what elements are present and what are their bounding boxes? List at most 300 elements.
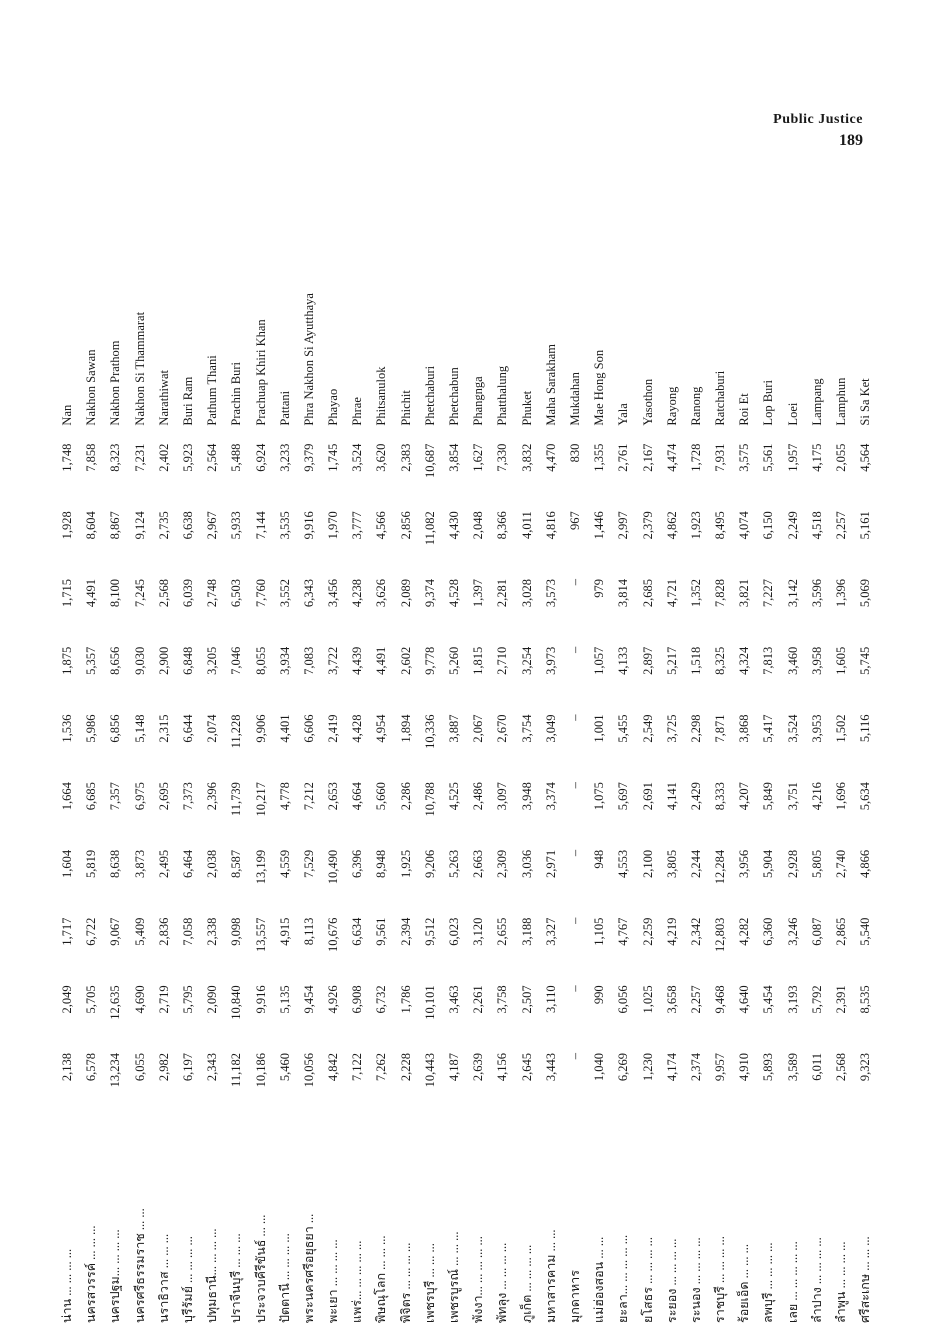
table-cell-value: 4,528 (447, 579, 461, 608)
table-row (781, 175, 805, 1325)
province-name-english: Nakhon Si Thammarat (132, 311, 147, 426)
province-name-thai: มุกดาหาร (567, 1270, 582, 1323)
table-cell-value: 3,142 (785, 579, 800, 608)
table-cell-value: 3,814 (616, 579, 631, 608)
table-row (418, 175, 442, 1325)
province-name-english: Phayao (326, 388, 341, 426)
province-name-english: Phetchaburi (422, 365, 437, 426)
table-cell-value: 7,122 (350, 1053, 365, 1082)
province-name-english: Lop Buri (761, 380, 776, 426)
table-cell-value: 4,219 (664, 917, 679, 946)
table-cell-value: 2,653 (326, 782, 341, 811)
table-cell-value: 4,439 (350, 646, 365, 675)
table-cell-value: 1,957 (785, 443, 800, 472)
table-row (176, 175, 200, 1325)
table-cell-value: 2,257 (834, 511, 848, 540)
province-name-english: Yala (616, 403, 631, 426)
table-cell-value: 2,048 (471, 511, 486, 540)
table-cell-value: 9,916 (253, 985, 268, 1014)
province-name-thai: ประจวบคีรีขันธ์ ... ... (253, 1214, 268, 1323)
province-name-thai: นครศรีธรรมราช ... ... (132, 1208, 147, 1323)
table-cell-value: 2,639 (471, 1053, 486, 1082)
province-name-english: Lamphun (834, 377, 848, 426)
table-cell-value: 6,975 (132, 782, 147, 811)
table-cell-value: 1,664 (60, 782, 74, 811)
table-cell-value: 9,379 (301, 443, 316, 472)
table-cell-value: 4,474 (664, 443, 679, 472)
table-cell-value: 1,925 (398, 849, 413, 878)
table-cell-value: 5,488 (229, 443, 244, 472)
table-cell-value: 3,460 (785, 646, 800, 675)
province-name-thai: นครปฐม... ... ... ... (108, 1229, 123, 1323)
table-cell-value: 9,206 (422, 849, 437, 878)
table-cell-value: 2,167 (640, 443, 655, 472)
table-cell-value: 6,150 (761, 511, 776, 540)
table-cell-value: 2,379 (640, 511, 655, 540)
table-cell-value: 10,336 (422, 714, 437, 749)
table-cell-value: 8,867 (108, 511, 123, 540)
table-cell-value: 4,862 (664, 511, 679, 540)
province-name-english: Narathiwat (156, 370, 171, 426)
table-cell-value: 3,120 (471, 917, 486, 946)
table-cell-value: 7,231 (132, 443, 147, 472)
province-name-thai: พะเยา ... ... ... ... (326, 1239, 341, 1323)
table-cell-value: 4,566 (374, 511, 389, 540)
table-cell-value: 2,100 (640, 849, 655, 878)
table-cell-value: 3,205 (205, 646, 220, 675)
table-row (79, 175, 103, 1325)
table-cell-value: 2,695 (156, 782, 171, 811)
province-name-english: Rayong (664, 386, 679, 426)
table-cell-value: 6,360 (761, 917, 776, 946)
table-cell-value: 1,230 (640, 1053, 655, 1082)
table-cell-value: 2,900 (156, 646, 171, 675)
table-cell-value: 6,503 (229, 579, 244, 608)
table-cell-value: 2,343 (205, 1053, 220, 1082)
table-cell-value: 2,309 (495, 849, 510, 878)
table-cell-value: – (567, 1053, 582, 1060)
table-cell-value: 3,953 (809, 714, 824, 743)
table-cell-value: 6,722 (84, 917, 99, 946)
province-name-english: Phichit (398, 390, 413, 426)
province-name-english: Lampang (809, 378, 824, 426)
table-cell-value: 2,997 (616, 511, 631, 540)
province-name-english: Ratchaburi (713, 370, 728, 426)
table-cell-value: 2,856 (398, 511, 413, 540)
table-cell-value: 5,409 (132, 917, 147, 946)
table-cell-value: 4,175 (809, 443, 824, 472)
table-cell-value: 4,664 (350, 782, 365, 811)
table-cell-value: 4,174 (664, 1053, 679, 1082)
table-cell-value: 2,735 (156, 511, 171, 540)
province-name-english: Roi Et (737, 393, 752, 426)
table-cell-value: 1,001 (592, 714, 607, 743)
table-cell-value: 6,056 (616, 985, 631, 1014)
table-cell-value: 3,110 (543, 985, 558, 1013)
table-cell-value: 7,083 (301, 646, 316, 675)
table-cell-value: 1,605 (834, 646, 848, 675)
table-cell-value: 9,124 (132, 511, 147, 540)
table-cell-value: 2,419 (326, 714, 341, 743)
table-cell-value: 5,904 (761, 849, 776, 878)
statistics-table-frame (55, 175, 875, 1325)
table-cell-value: 8,587 (229, 849, 244, 878)
table-cell-value: 4,553 (616, 849, 631, 878)
table-cell-value: 4,491 (374, 646, 389, 675)
table-cell-value: 1,928 (60, 511, 74, 540)
table-cell-value: 2,315 (156, 714, 171, 743)
table-cell-value: 1,970 (326, 511, 341, 540)
table-cell-value: 3,327 (543, 917, 558, 946)
table-cell-value: 2,338 (205, 917, 220, 946)
table-cell-value: 5,148 (132, 714, 147, 743)
table-cell-value: – (567, 985, 582, 992)
table-cell-value: 7,828 (713, 579, 728, 608)
table-cell-value: – (567, 782, 582, 789)
table-cell-value: 2,259 (640, 917, 655, 946)
table-cell-value: 4,074 (737, 511, 752, 540)
province-name-thai: นครสวรรค์ ... ... ... (84, 1225, 99, 1323)
table-cell-value: 8,366 (495, 511, 510, 540)
table-cell-value: 3,620 (374, 443, 389, 472)
province-name-english: Phuket (519, 390, 534, 426)
table-cell-value: 3,535 (277, 511, 292, 540)
table-cell-value: 7,058 (180, 917, 195, 946)
table-cell-value: 6,685 (84, 782, 99, 811)
table-cell-value: 8,055 (253, 646, 268, 675)
table-cell-value: 8,495 (713, 511, 728, 540)
province-name-english: Nan (60, 404, 74, 426)
table-cell-value: 4,816 (543, 511, 558, 540)
table-cell-value: 2,507 (519, 985, 534, 1014)
table-row (805, 175, 829, 1325)
table-cell-value: 2,670 (495, 714, 510, 743)
table-cell-value: 830 (567, 443, 582, 463)
table-row (345, 175, 369, 1325)
table-cell-value: 1,025 (640, 985, 655, 1014)
table-cell-value: 3,573 (543, 579, 558, 608)
province-name-english: Prachin Buri (229, 362, 244, 426)
table-cell-value: 5,540 (858, 917, 873, 946)
table-cell-value: 4,525 (447, 782, 461, 811)
table-cell-value: 6,039 (180, 579, 195, 608)
table-cell-value: 1,518 (688, 646, 703, 675)
table-cell-value: 5,135 (277, 985, 292, 1014)
table-cell-value: 2,383 (398, 443, 413, 472)
province-name-english: Loei (785, 402, 800, 426)
table-row (273, 175, 297, 1325)
table-cell-value: 8,604 (84, 511, 99, 540)
table-cell-value: 9,454 (301, 985, 316, 1014)
table-cell-value: 2,748 (205, 579, 220, 608)
province-name-thai: แพร่... ... ... ... ... (350, 1240, 365, 1323)
province-name-thai: ร้อยเอ็ด ... ... ... (737, 1244, 752, 1323)
table-cell-value: 1,627 (471, 443, 486, 472)
table-cell-value: 3,589 (785, 1053, 800, 1082)
table-row (587, 175, 611, 1325)
table-cell-value: 6,343 (301, 579, 316, 608)
table-cell-value: 9,906 (253, 714, 268, 743)
table-cell-value: 7,931 (713, 443, 728, 472)
province-name-thai: พังงา... ... ... ... ... (471, 1236, 486, 1323)
table-cell-value: 5,705 (84, 985, 99, 1014)
table-cell-value: 3,524 (785, 714, 800, 743)
table-cell-value: 5,986 (84, 714, 99, 743)
table-cell-value: 7,330 (495, 443, 510, 472)
table-cell-value: 3,246 (785, 917, 800, 946)
table-cell-value: 3,751 (785, 782, 800, 811)
table-cell-value: 10,840 (229, 985, 244, 1020)
province-name-english: Phrae (350, 397, 365, 426)
province-name-english: Mukdahan (567, 372, 582, 426)
table-cell-value: 5,792 (809, 985, 824, 1014)
table-cell-value: 3,254 (519, 646, 534, 675)
table-cell-value: 2,342 (688, 917, 703, 946)
table-cell-value: 12,635 (108, 985, 123, 1020)
table-cell-value: 10,101 (422, 985, 437, 1020)
table-cell-value: 2,257 (688, 985, 703, 1014)
table-cell-value: 4,428 (350, 714, 365, 743)
table-cell-value: 6,908 (350, 985, 365, 1014)
table-cell-value: 9,323 (858, 1053, 873, 1082)
province-name-thai: ยโสธร ... ... ... ... (640, 1236, 655, 1323)
table-cell-value: 2,261 (471, 985, 486, 1014)
table-cell-value: 7,245 (132, 579, 147, 608)
table-row (103, 175, 127, 1325)
table-cell-value: 1,894 (398, 714, 413, 743)
table-cell-value: 2,602 (398, 646, 413, 675)
table-cell-value: 3,028 (519, 579, 534, 608)
table-cell-value: 4,401 (277, 714, 292, 743)
section-title: Public Justice (773, 112, 863, 127)
province-name-english: Phitsanulok (374, 366, 389, 426)
table-cell-value: 5,660 (374, 782, 389, 811)
table-cell-value: 7,357 (108, 782, 123, 811)
table-cell-value: – (567, 849, 582, 857)
table-cell-value: 3,973 (543, 646, 558, 675)
table-cell-value: 1,396 (834, 579, 848, 608)
table-cell-value: 6,269 (616, 1053, 631, 1082)
table-cell-value: 1,728 (688, 443, 703, 472)
table-cell-value: 12,284 (713, 849, 728, 885)
province-name-thai: ระนอง ... ... ... ... (688, 1237, 703, 1323)
table-cell-value: 9,468 (713, 985, 728, 1014)
table-row (660, 175, 684, 1325)
table-cell-value: 6,638 (180, 511, 195, 540)
table-cell-value: 5,460 (277, 1053, 292, 1082)
table-cell-value: 9,374 (422, 579, 437, 608)
table-cell-value: 7,144 (253, 511, 268, 540)
table-cell-value: 2,244 (688, 849, 703, 878)
table-cell-value: 7,871 (713, 714, 728, 743)
table-cell-value: 6,732 (374, 985, 389, 1014)
table-cell-value: 4,216 (809, 782, 824, 811)
table-cell-value: 3,443 (543, 1053, 558, 1082)
table-cell-value: 10,490 (326, 849, 341, 885)
province-name-thai: ยะลา... ... ... ... ... (616, 1234, 631, 1323)
table-cell-value: 5,933 (229, 511, 244, 540)
table-cell-value: 10,056 (301, 1053, 316, 1088)
table-cell-value: 1,786 (398, 985, 413, 1014)
table-cell-value: 7,529 (301, 849, 316, 878)
table-row (708, 175, 732, 1325)
table-cell-value: 3,188 (519, 917, 534, 946)
table-cell-value: 6,856 (108, 714, 123, 743)
table-cell-value: 4,910 (737, 1053, 752, 1082)
table-cell-value: 3,805 (664, 849, 679, 878)
statistics-table (55, 175, 875, 1325)
table-cell-value: 967 (567, 511, 582, 531)
table-cell-value: 8,948 (374, 849, 389, 878)
province-name-thai: ปราจีนบุรี ... ... ... (229, 1233, 244, 1323)
table-cell-value: 2,396 (205, 782, 220, 811)
table-cell-value: 9,098 (229, 917, 244, 946)
table-cell-value: 8,638 (108, 849, 123, 878)
table-cell-value: 6,848 (180, 646, 195, 675)
table-cell-value: 3,193 (785, 985, 800, 1014)
table-cell-value: 9,778 (422, 646, 437, 675)
table-cell-value: 3,456 (326, 579, 341, 608)
table-cell-value: 5,795 (180, 985, 195, 1014)
table-cell-value: 6,396 (350, 849, 365, 878)
province-name-english: Buri Ram (180, 376, 195, 426)
table-cell-value: – (567, 714, 582, 721)
province-name-thai: นราธิวาส ... ... ... (156, 1233, 171, 1323)
table-cell-value: 2,710 (495, 646, 510, 675)
table-cell-value: 7,212 (301, 782, 316, 811)
province-name-english: Phangnga (471, 376, 486, 426)
table-cell-value: – (567, 646, 582, 653)
province-name-thai: พระนครศรีอยุธยา ... (301, 1213, 316, 1323)
table-cell-value: 3,887 (447, 714, 461, 743)
page-number: 189 (839, 132, 863, 149)
table-cell-value: 12,803 (713, 917, 728, 952)
table-cell-value: 5,417 (761, 714, 776, 743)
province-name-thai: ระยอง ... ... ... ... (664, 1238, 679, 1323)
table-cell-value: 4,207 (737, 782, 752, 811)
table-cell-value: 2,281 (495, 579, 510, 608)
table-cell-value: 1,105 (592, 917, 607, 946)
table-cell-value: 948 (592, 849, 607, 869)
table-row (321, 175, 345, 1325)
table-cell-value: 13,557 (253, 917, 268, 952)
table-cell-value: 2,038 (205, 849, 220, 878)
table-cell-value: 3,463 (447, 985, 461, 1014)
table-cell-value: 2,740 (834, 849, 848, 878)
table-cell-value: 1,075 (592, 782, 607, 811)
table-cell-value: 3,854 (447, 443, 461, 472)
province-name-english: Prachuap Khiri Khan (253, 319, 268, 426)
table-cell-value: 5,357 (84, 646, 99, 675)
table-cell-value: 5,263 (447, 849, 461, 878)
table-cell-value: 1,717 (60, 917, 74, 946)
province-name-thai: น่าน ... ... ... ... (60, 1248, 74, 1323)
table-cell-value: 5,819 (84, 849, 99, 878)
table-cell-value: 2,645 (519, 1053, 534, 1082)
table-cell-value: 10,186 (253, 1053, 268, 1088)
province-name-english: Phetchabun (447, 367, 461, 426)
table-cell-value: 3,722 (326, 646, 341, 675)
table-cell-value: 3,049 (543, 714, 558, 743)
table-cell-value: 1,748 (60, 443, 74, 472)
table-cell-value: 9,030 (132, 646, 147, 675)
province-name-english: Maha Sarakham (543, 343, 558, 426)
table-cell-value: 1,040 (592, 1053, 607, 1082)
table-cell-value: 3,873 (132, 849, 147, 878)
table-row (128, 175, 152, 1325)
table-cell-value: 4,926 (326, 985, 341, 1014)
province-name-english: Mae Hong Son (592, 349, 607, 426)
table-row (732, 175, 756, 1325)
province-name-english: Ranong (688, 386, 703, 426)
table-row (394, 175, 418, 1325)
table-cell-value: 10,443 (422, 1053, 437, 1088)
table-cell-value: 1,057 (592, 646, 607, 675)
table-cell-value: 1,502 (834, 714, 848, 743)
table-cell-value: – (567, 917, 582, 924)
table-cell-value: 9,957 (713, 1053, 728, 1082)
province-name-thai: พัทลุง ... ... ... ... (495, 1242, 510, 1323)
table-cell-value: 6,197 (180, 1053, 195, 1082)
table-cell-value: 2,090 (205, 985, 220, 1014)
table-cell-value: 2,685 (640, 579, 655, 608)
table-cell-value: 3,758 (495, 985, 510, 1014)
table-cell-value: 3,524 (350, 443, 365, 472)
province-name-thai: ปัตตานี ... ... ... ... (277, 1233, 292, 1323)
table-cell-value: 3,658 (664, 985, 679, 1014)
table-cell-value: 3,934 (277, 646, 292, 675)
table-cell-value: 2,836 (156, 917, 171, 946)
table-cell-value: 7,262 (374, 1053, 389, 1082)
table-row (853, 175, 877, 1325)
table-cell-value: 2,564 (205, 443, 220, 472)
table-cell-value: 5,561 (761, 443, 776, 472)
table-cell-value: 4,721 (664, 579, 679, 608)
table-cell-value: 1,446 (592, 511, 607, 540)
table-row (152, 175, 176, 1325)
table-cell-value: 3,868 (737, 714, 752, 743)
table-cell-value: 3,948 (519, 782, 534, 811)
table-cell-value: 7,373 (180, 782, 195, 811)
table-cell-value: 1,875 (60, 646, 74, 675)
province-name-thai: ปทุมธานี... ... ... ... (205, 1228, 220, 1323)
table-cell-value: 4,915 (277, 917, 292, 946)
table-row (200, 175, 224, 1325)
table-cell-value: 3,725 (664, 714, 679, 743)
province-name-thai: ราชบุรี ... ... ... ... (713, 1236, 728, 1323)
province-name-english: Phatthalung (495, 365, 510, 426)
table-cell-value: 10,687 (422, 443, 437, 478)
table-cell-value: 4,954 (374, 714, 389, 743)
table-cell-value: 3,832 (519, 443, 534, 472)
table-cell-value: 2,089 (398, 579, 413, 608)
table-cell-value: 3,233 (277, 443, 292, 472)
table-cell-value: 5,454 (761, 985, 776, 1014)
table-cell-value: 11,182 (229, 1053, 244, 1087)
table-cell-value: 1,352 (688, 579, 703, 608)
table-cell-value: 2,691 (640, 782, 655, 811)
table-row (249, 175, 273, 1325)
province-name-thai: เพชรบูรณ์ ... ... ... (447, 1231, 461, 1323)
table-cell-value: 4,011 (519, 511, 534, 539)
table-cell-value: 2,495 (156, 849, 171, 878)
table-cell-value: 2,228 (398, 1053, 413, 1082)
province-name-thai: ลพบุรี ... ... ... ... (761, 1242, 776, 1323)
table-cell-value: 5,260 (447, 646, 461, 675)
table-cell-value: 4,430 (447, 511, 461, 540)
table-cell-value: 4,564 (858, 443, 873, 472)
table-cell-value: 2,402 (156, 443, 171, 472)
